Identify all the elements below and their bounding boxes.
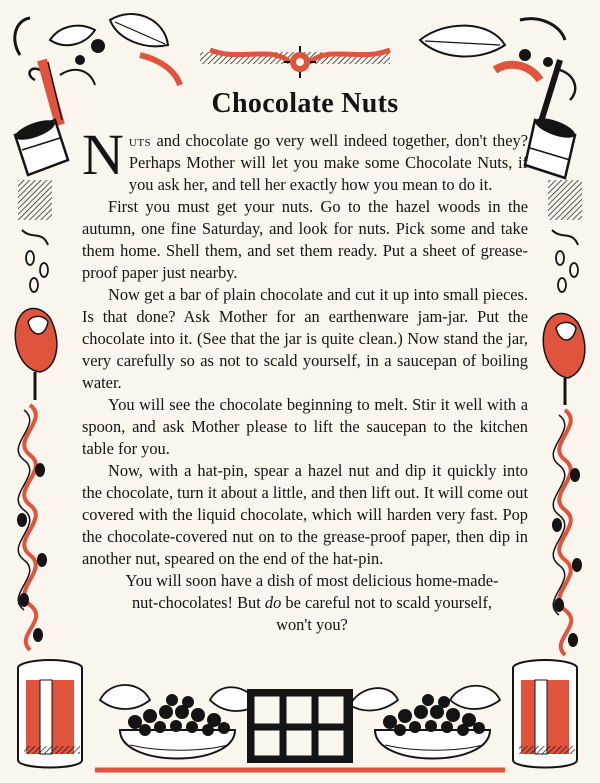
paragraph-dip-nuts: Now, with a hat-pin, spear a hazel nut and dip it quickly into the chocolate, turn it about a little, and then lift out. It will come out covered with the liquid chocolate, which will harden very fast. Pop the chocolate-covered nut on to the grease-proof paper, then dip in another nut, speared on the end of the hat-pin. [82, 461, 528, 568]
intro-paragraph [82, 122, 528, 196]
paragraph-chocolate-jar: Now get a bar of plain chocolate and cut it up into small pieces. Is that done? Ask Mother for an earthenware jam-jar. Put the chocolate into it. (See that the jar is quite clean.) Now stand the jar, very carefully so as not to scald yourself, in a saucepan of boiling water. [82, 285, 528, 392]
right-jam-jar-illustration [513, 660, 577, 768]
page-title: Chocolate Nuts [211, 88, 399, 119]
closing-text-after: be careful not to scald yourself, won't you? [276, 593, 493, 634]
paragraph-get-nuts: First you must get your nuts. Go to the hazel woods in the autumn, one fine Saturday, and look for nuts. Pick some and take them home. Shell them, and set them ready. Put a sheet of grease-proof paper just nearby. [82, 197, 528, 282]
top-ornament-illustration [200, 46, 390, 78]
closing-text-before: You will soon have a dish of most delicious home-made-nut-chocolates! But [125, 571, 499, 612]
intro-text: and chocolate go very well indeed together, don't they? Perhaps Mother will let you make some Chocolate Nuts, if you ask her, and tell her exactly how you mean to do it. [128, 131, 528, 194]
right-vine-border [543, 180, 585, 655]
recipe-text [82, 88, 528, 636]
left-vine-border [15, 180, 57, 650]
drop-cap: N [82, 122, 124, 187]
left-saucepan-illustration [13, 60, 68, 175]
closing-emphasis: do [264, 593, 282, 612]
closing-paragraph [82, 570, 528, 636]
left-jam-jar-illustration [18, 660, 82, 768]
chocolate-bar-illustration [248, 690, 352, 762]
intro-smallcaps: uts [128, 131, 152, 150]
top-left-foliage-illustration [15, 14, 180, 85]
right-saucepan-illustration [525, 60, 577, 178]
paragraph-melt: You will see the chocolate beginning to melt. Stir it well with a spoon, and ask Mother please to lift the saucepan to the kitchen table for you. [82, 395, 528, 458]
